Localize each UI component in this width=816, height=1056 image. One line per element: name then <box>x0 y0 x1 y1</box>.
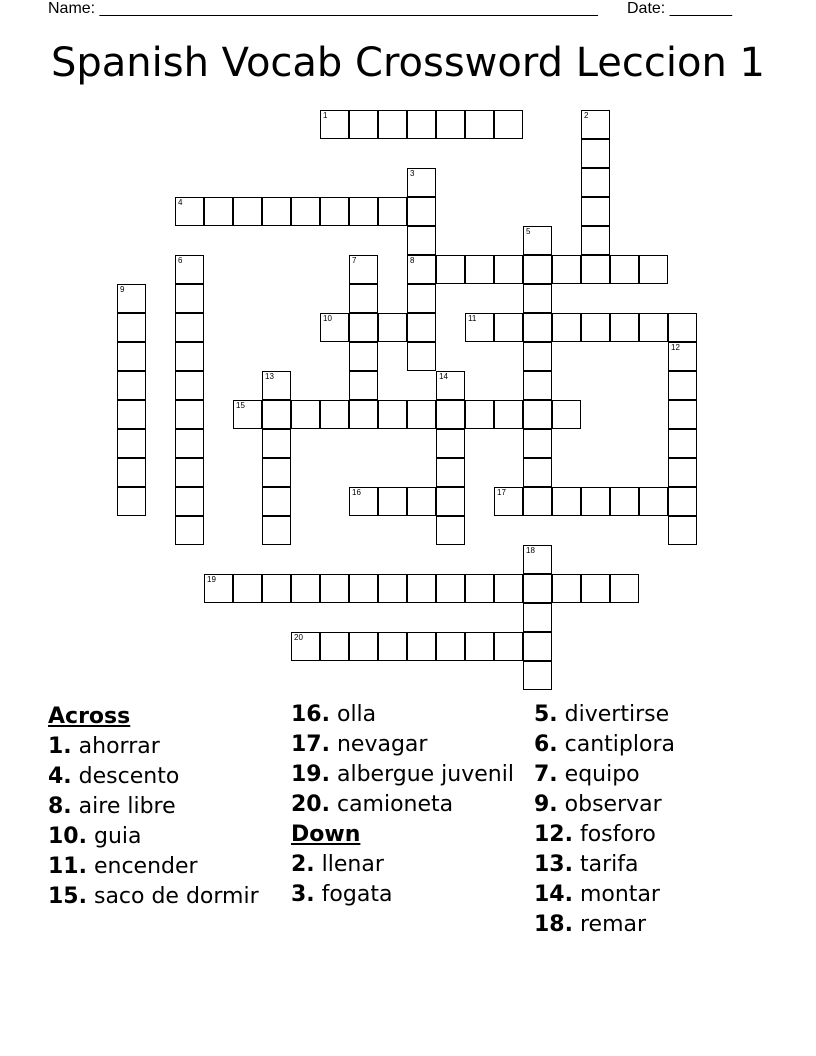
grid-cell[interactable] <box>494 487 523 516</box>
down-clue-list <box>291 852 516 908</box>
grid-cell[interactable] <box>407 342 436 371</box>
grid-cell[interactable] <box>639 487 668 516</box>
clue-item-number: 5. <box>534 702 558 727</box>
grid-cell[interactable] <box>349 632 378 661</box>
grid-cell[interactable] <box>349 284 378 313</box>
clue-item-text: descento <box>71 764 180 789</box>
clue-item <box>534 852 784 878</box>
clue-number: 2 <box>584 111 589 120</box>
grid-cell[interactable] <box>320 197 349 226</box>
across-clue-list-continued <box>291 702 516 818</box>
grid-cell[interactable] <box>581 226 610 255</box>
clue-number: 15 <box>236 401 245 410</box>
grid-cell[interactable] <box>378 110 407 139</box>
grid-cell[interactable] <box>465 313 494 342</box>
clue-item <box>534 912 784 938</box>
grid-cell[interactable] <box>639 313 668 342</box>
grid-cell[interactable] <box>436 632 465 661</box>
clue-number: 13 <box>265 372 274 381</box>
grid-cell[interactable] <box>436 516 465 545</box>
clue-item-number: 2. <box>291 852 315 877</box>
grid-cell[interactable] <box>175 458 204 487</box>
grid-cell[interactable] <box>117 429 146 458</box>
grid-cell[interactable] <box>233 400 262 429</box>
grid-cell[interactable] <box>175 400 204 429</box>
grid-cell[interactable] <box>262 458 291 487</box>
grid-cell[interactable] <box>436 458 465 487</box>
grid-cell[interactable] <box>407 110 436 139</box>
clue-item <box>291 732 516 758</box>
clue-item <box>534 702 784 728</box>
clue-number: 6 <box>178 256 183 265</box>
grid-cell[interactable] <box>523 661 552 690</box>
grid-cell[interactable] <box>523 487 552 516</box>
clue-item-text: divertirse <box>557 702 670 727</box>
grid-cell[interactable] <box>436 429 465 458</box>
grid-cell[interactable] <box>117 487 146 516</box>
across-heading: Across <box>48 704 131 729</box>
grid-cell[interactable] <box>175 429 204 458</box>
clue-item-text: ahorrar <box>71 734 160 759</box>
grid-cell[interactable] <box>465 255 494 284</box>
clue-item-number: 4. <box>48 764 72 789</box>
grid-cell[interactable] <box>291 632 320 661</box>
clue-number: 11 <box>468 314 477 323</box>
across-clue-list <box>48 734 273 910</box>
grid-cell[interactable] <box>465 400 494 429</box>
grid-cell[interactable] <box>610 255 639 284</box>
grid-cell[interactable] <box>291 400 320 429</box>
grid-cell[interactable] <box>523 574 552 603</box>
grid-cell[interactable] <box>204 574 233 603</box>
grid-cell[interactable] <box>639 255 668 284</box>
clue-item <box>48 824 273 850</box>
grid-cell[interactable] <box>175 284 204 313</box>
clue-number: 7 <box>352 256 357 265</box>
grid-cell[interactable] <box>233 574 262 603</box>
grid-cell[interactable] <box>407 255 436 284</box>
grid-cell[interactable] <box>349 313 378 342</box>
clue-number: 14 <box>439 372 448 381</box>
clue-number: 4 <box>178 198 183 207</box>
grid-cell[interactable] <box>175 342 204 371</box>
clue-item <box>534 882 784 908</box>
grid-cell[interactable] <box>668 429 697 458</box>
grid-cell[interactable] <box>262 197 291 226</box>
grid-cell[interactable] <box>175 516 204 545</box>
clue-number: 20 <box>294 633 303 642</box>
grid-cell[interactable] <box>465 574 494 603</box>
grid-cell[interactable] <box>610 487 639 516</box>
grid-cell[interactable] <box>523 603 552 632</box>
grid-cell[interactable] <box>262 400 291 429</box>
grid-cell[interactable] <box>262 487 291 516</box>
grid-cell[interactable] <box>523 284 552 313</box>
clue-item <box>48 854 273 880</box>
grid-cell[interactable] <box>291 197 320 226</box>
grid-cell[interactable] <box>407 313 436 342</box>
clue-item-number: 14. <box>534 882 573 907</box>
grid-cell[interactable] <box>668 342 697 371</box>
clue-item-number: 3. <box>291 882 315 907</box>
clue-item-text: nevagar <box>329 732 428 757</box>
clue-number: 10 <box>323 314 332 323</box>
clue-item-number: 13. <box>534 852 573 877</box>
grid-cell[interactable] <box>552 400 581 429</box>
clue-item-number: 20. <box>291 792 330 817</box>
clue-item <box>291 852 516 878</box>
clue-item <box>48 764 273 790</box>
grid-cell[interactable] <box>407 574 436 603</box>
grid-cell[interactable] <box>175 371 204 400</box>
grid-cell[interactable] <box>407 168 436 197</box>
grid-cell[interactable] <box>523 458 552 487</box>
grid-cell[interactable] <box>407 226 436 255</box>
grid-cell[interactable] <box>552 255 581 284</box>
page-title: Spanish Vocab Crossword Leccion 1 <box>51 40 765 86</box>
clue-item-number: 19. <box>291 762 330 787</box>
grid-cell[interactable] <box>581 168 610 197</box>
clue-item-number: 7. <box>534 762 558 787</box>
grid-cell[interactable] <box>523 371 552 400</box>
clue-item-number: 15. <box>48 884 87 909</box>
clue-item-text: guia <box>86 824 142 849</box>
grid-cell[interactable] <box>523 400 552 429</box>
grid-cell[interactable] <box>204 197 233 226</box>
grid-cell[interactable] <box>668 400 697 429</box>
clue-item-number: 16. <box>291 702 330 727</box>
clue-item-number: 11. <box>48 854 87 879</box>
clue-item <box>48 794 273 820</box>
grid-cell[interactable] <box>494 574 523 603</box>
grid-cell[interactable] <box>436 255 465 284</box>
clue-number: 3 <box>410 169 415 178</box>
grid-cell[interactable] <box>378 400 407 429</box>
clue-item-number: 18. <box>534 912 573 937</box>
grid-cell[interactable] <box>436 574 465 603</box>
grid-cell[interactable] <box>668 458 697 487</box>
grid-cell[interactable] <box>378 313 407 342</box>
grid-cell[interactable] <box>407 197 436 226</box>
grid-cell[interactable] <box>552 574 581 603</box>
grid-cell[interactable] <box>523 313 552 342</box>
grid-cell[interactable] <box>494 110 523 139</box>
clue-item-text: observar <box>557 792 662 817</box>
grid-cell[interactable] <box>349 110 378 139</box>
clue-item <box>534 732 784 758</box>
grid-cell[interactable] <box>378 487 407 516</box>
grid-cell[interactable] <box>581 139 610 168</box>
grid-cell[interactable] <box>436 110 465 139</box>
grid-cell[interactable] <box>175 313 204 342</box>
grid-cell[interactable] <box>581 313 610 342</box>
grid-cell[interactable] <box>523 632 552 661</box>
grid-cell[interactable] <box>552 313 581 342</box>
clue-item-text: saco de dormir <box>86 884 259 909</box>
grid-cell[interactable] <box>610 574 639 603</box>
clues-column-1 <box>48 702 273 914</box>
grid-cell[interactable] <box>581 574 610 603</box>
clue-item <box>291 792 516 818</box>
grid-cell[interactable] <box>175 255 204 284</box>
date-field-line: Date: _______ <box>627 0 732 17</box>
clue-item-number: 10. <box>48 824 87 849</box>
clues-column-2 <box>291 702 516 912</box>
grid-cell[interactable] <box>523 226 552 255</box>
grid-cell[interactable] <box>117 458 146 487</box>
name-field-line: Name: ________________________________________________________ <box>48 0 598 17</box>
grid-cell[interactable] <box>320 632 349 661</box>
clue-item <box>48 734 273 760</box>
grid-cell[interactable] <box>407 632 436 661</box>
grid-cell[interactable] <box>668 313 697 342</box>
grid-cell[interactable] <box>523 342 552 371</box>
grid-cell[interactable] <box>668 371 697 400</box>
clue-item <box>291 702 516 728</box>
grid-cell[interactable] <box>668 516 697 545</box>
grid-cell[interactable] <box>320 313 349 342</box>
clue-item <box>291 762 516 788</box>
grid-cell[interactable] <box>552 487 581 516</box>
grid-cell[interactable] <box>581 487 610 516</box>
grid-cell[interactable] <box>523 429 552 458</box>
clue-item-text: montar <box>572 882 660 907</box>
grid-cell[interactable] <box>407 284 436 313</box>
clue-item-text: aire libre <box>71 794 176 819</box>
grid-cell[interactable] <box>494 255 523 284</box>
grid-cell[interactable] <box>494 632 523 661</box>
grid-cell[interactable] <box>494 313 523 342</box>
grid-cell[interactable] <box>117 284 146 313</box>
clue-item <box>534 762 784 788</box>
grid-cell[interactable] <box>349 342 378 371</box>
grid-cell[interactable] <box>349 487 378 516</box>
grid-cell[interactable] <box>378 632 407 661</box>
grid-cell[interactable] <box>262 429 291 458</box>
clue-number: 12 <box>671 343 680 352</box>
clue-item-text: remar <box>572 912 647 937</box>
grid-cell[interactable] <box>320 400 349 429</box>
clue-item-text: encender <box>86 854 198 879</box>
grid-cell[interactable] <box>117 342 146 371</box>
grid-cell[interactable] <box>117 400 146 429</box>
grid-cell[interactable] <box>465 110 494 139</box>
clue-number: 9 <box>120 285 125 294</box>
grid-cell[interactable] <box>349 574 378 603</box>
grid-cell[interactable] <box>349 255 378 284</box>
grid-cell[interactable] <box>320 110 349 139</box>
grid-cell[interactable] <box>262 371 291 400</box>
clue-item <box>48 884 273 910</box>
clue-number: 17 <box>497 488 506 497</box>
clue-number: 18 <box>526 546 535 555</box>
grid-cell[interactable] <box>610 313 639 342</box>
clue-item-text: cantiplora <box>557 732 675 757</box>
grid-cell[interactable] <box>262 574 291 603</box>
grid-cell[interactable] <box>320 574 349 603</box>
clue-item-text: olla <box>329 702 377 727</box>
grid-cell[interactable] <box>581 110 610 139</box>
grid-cell[interactable] <box>523 545 552 574</box>
clue-item-text: tarifa <box>572 852 639 877</box>
clue-number: 5 <box>526 227 531 236</box>
clue-item-text: equipo <box>557 762 640 787</box>
clue-number: 19 <box>207 575 216 584</box>
down-heading: Down <box>291 822 361 847</box>
grid-cell[interactable] <box>581 255 610 284</box>
clue-item-text: fosforo <box>572 822 656 847</box>
clue-item <box>534 792 784 818</box>
grid-cell[interactable] <box>407 400 436 429</box>
grid-cell[interactable] <box>291 574 320 603</box>
grid-cell[interactable] <box>407 487 436 516</box>
grid-cell[interactable] <box>436 400 465 429</box>
grid-cell[interactable] <box>523 255 552 284</box>
clue-number: 1 <box>323 111 328 120</box>
grid-cell[interactable] <box>233 197 262 226</box>
clue-item-number: 12. <box>534 822 573 847</box>
grid-cell[interactable] <box>349 371 378 400</box>
clue-item-number: 17. <box>291 732 330 757</box>
grid-cell[interactable] <box>378 197 407 226</box>
clue-number: 8 <box>410 256 415 265</box>
grid-cell[interactable] <box>581 197 610 226</box>
grid-cell[interactable] <box>117 313 146 342</box>
grid-cell[interactable] <box>117 371 146 400</box>
down-clue-list-continued <box>534 702 784 938</box>
clue-item-number: 8. <box>48 794 72 819</box>
clue-item-number: 1. <box>48 734 72 759</box>
grid-cell[interactable] <box>349 197 378 226</box>
clue-item-number: 6. <box>534 732 558 757</box>
clue-item-text: fogata <box>314 882 393 907</box>
grid-cell[interactable] <box>465 632 494 661</box>
clue-item-text: albergue juvenil <box>329 762 514 787</box>
grid-cell[interactable] <box>262 516 291 545</box>
clue-number: 16 <box>352 488 361 497</box>
grid-cell[interactable] <box>378 574 407 603</box>
clue-item <box>291 882 516 908</box>
clues-column-3 <box>534 702 784 942</box>
grid-cell[interactable] <box>436 487 465 516</box>
clue-item-text: camioneta <box>329 792 454 817</box>
grid-cell[interactable] <box>175 487 204 516</box>
clue-item-number: 9. <box>534 792 558 817</box>
grid-cell[interactable] <box>668 487 697 516</box>
grid-cell[interactable] <box>349 400 378 429</box>
grid-cell[interactable] <box>436 371 465 400</box>
grid-cell[interactable] <box>494 400 523 429</box>
clue-item-text: llenar <box>314 852 384 877</box>
clue-item <box>534 822 784 848</box>
grid-cell[interactable] <box>175 197 204 226</box>
